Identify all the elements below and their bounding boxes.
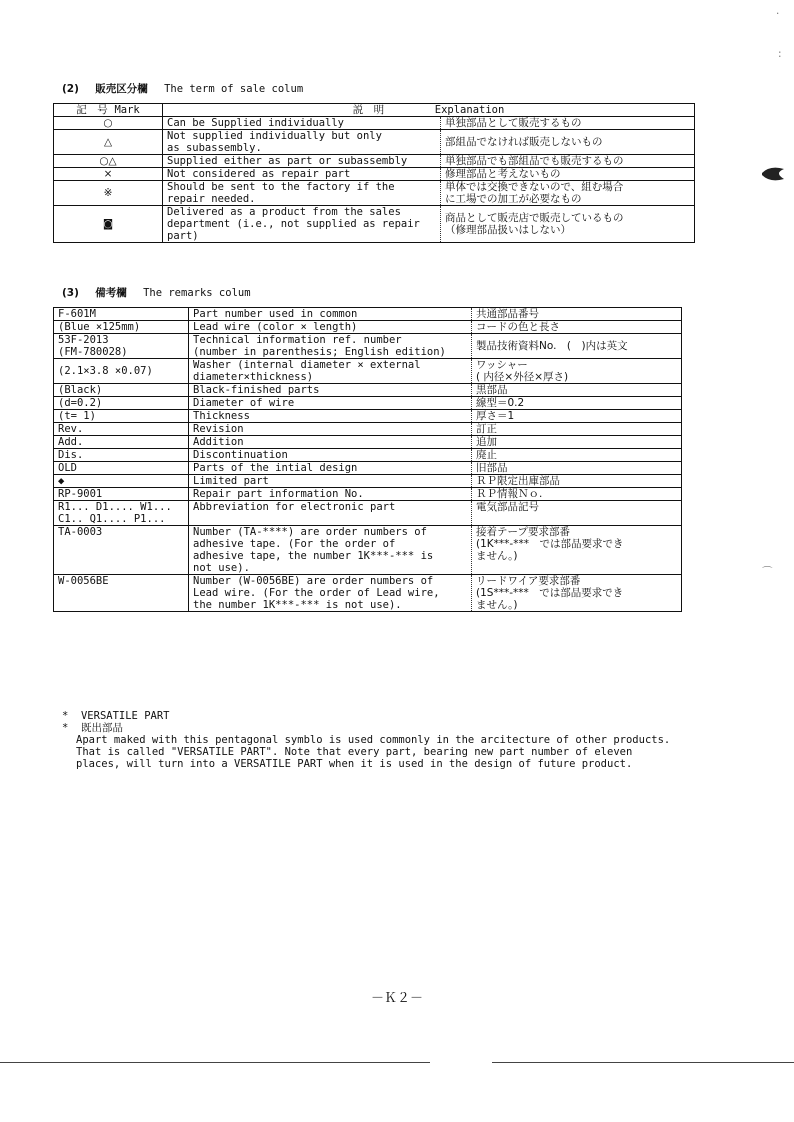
- remark-jp-line: ません。): [476, 550, 518, 562]
- remark-code-line: 53F-2013: [58, 334, 109, 346]
- remark-en: [189, 397, 472, 410]
- remark-code-line: (d=0.2): [58, 397, 103, 409]
- remark-jp: [472, 359, 682, 384]
- explanation-jp: [441, 168, 695, 181]
- remark-en-line: Diameter of wire: [193, 397, 295, 409]
- remark-code-line: W-0056BE: [58, 575, 109, 587]
- table-row: [54, 575, 682, 612]
- explanation-en-line: Not supplied individually but only: [167, 130, 382, 142]
- remark-code-line: OLD: [58, 462, 77, 474]
- explanation-jp-line: 単体では交換できないので、組む場合: [445, 181, 624, 193]
- versatile-part-note: [62, 710, 742, 770]
- explanation-jp-line: 単独部品でも部組品でも販売するもの: [445, 155, 624, 167]
- explanation-jp-line: （修理部品扱いはしない）: [445, 224, 571, 236]
- remark-code-line: R1... D1.... W1...: [58, 501, 172, 513]
- remark-code-line: C1.. Q1.... P1...: [58, 513, 166, 525]
- note-line: That is called "VERSATILE PART". Note that every part, bearing new part number of eleven: [76, 746, 633, 758]
- remark-en-line: Repair part information No.: [193, 488, 364, 500]
- section3-number: (3): [62, 287, 79, 299]
- remark-en: [189, 423, 472, 436]
- remark-en-line: adhesive tape. (For the order of: [193, 538, 396, 550]
- remark-jp-line: 電気部品記号: [476, 501, 539, 513]
- remark-code-line: (Black): [58, 384, 103, 396]
- remark-jp-line: 訂正: [476, 423, 497, 435]
- table-row: [54, 181, 695, 206]
- table-row: [54, 334, 682, 359]
- remark-en: [189, 308, 472, 321]
- remark-code: [54, 575, 189, 612]
- remark-jp-line: ワッシャー: [476, 359, 528, 371]
- remark-en: [189, 462, 472, 475]
- remark-jp: [472, 575, 682, 612]
- scan-mark: ·: [776, 8, 780, 20]
- remarks-table: [53, 307, 682, 612]
- remark-code-line: Add.: [58, 436, 84, 448]
- explanation-en: [163, 181, 441, 206]
- remark-en: [189, 410, 472, 423]
- remark-jp: [472, 526, 682, 575]
- mark-symbol: ※: [54, 181, 163, 206]
- section2-title-en: The term of sale colum: [164, 83, 304, 95]
- remark-en: [189, 334, 472, 359]
- explanation-en-line: Not considered as repair part: [167, 168, 351, 180]
- bottom-rule-right: [492, 1062, 794, 1063]
- explanation-en-line: Should be sent to the factory if the: [167, 181, 395, 193]
- remark-jp-line: 黒部品: [476, 384, 508, 396]
- remark-code-line: (FM-780028): [58, 346, 128, 358]
- remark-code: [54, 410, 189, 423]
- table-row: [54, 501, 682, 526]
- explanation-jp-line: 修理部品と考えないもの: [445, 168, 561, 180]
- remark-en-line: the number 1K***-*** is not use).: [193, 599, 402, 611]
- table-row: [54, 321, 682, 334]
- remark-code: [54, 321, 189, 334]
- header-explanation: 説 明 Explanation: [163, 104, 695, 117]
- remark-en: [189, 501, 472, 526]
- explanation-en: [163, 206, 441, 243]
- remark-en-line: Washer (internal diameter × external: [193, 359, 421, 371]
- table-row: [54, 117, 695, 130]
- remark-code-line: Dis.: [58, 449, 84, 461]
- remark-code: [54, 308, 189, 321]
- table-row: [54, 359, 682, 384]
- remark-jp: [472, 423, 682, 436]
- explanation-en: [163, 117, 441, 130]
- remark-code: [54, 449, 189, 462]
- remark-en: [189, 436, 472, 449]
- bottom-rule-left: [0, 1062, 430, 1063]
- remark-en-line: Lead wire (color × length): [193, 321, 358, 333]
- remark-jp-line: ません。): [476, 599, 518, 611]
- note-body: [76, 734, 742, 770]
- remark-en-line: not use).: [193, 562, 250, 574]
- table-row: [54, 488, 682, 501]
- remark-en: [189, 488, 472, 501]
- remark-jp: [472, 410, 682, 423]
- remark-jp: [472, 308, 682, 321]
- explanation-jp-line: 商品として販売店で販売しているもの: [445, 212, 624, 224]
- remark-jp: [472, 321, 682, 334]
- remark-en-line: Parts of the intial design: [193, 462, 358, 474]
- remark-en: [189, 321, 472, 334]
- remark-jp: [472, 397, 682, 410]
- explanation-en-line: Can be Supplied individually: [167, 117, 345, 129]
- remark-code-line: (t= 1): [58, 410, 96, 422]
- remark-jp-line: 接着テープ要求部番: [476, 526, 570, 538]
- section2-heading: [62, 83, 303, 95]
- remark-code: [54, 423, 189, 436]
- remark-jp: [472, 449, 682, 462]
- remark-code: [54, 501, 189, 526]
- explanation-jp: [441, 206, 695, 243]
- remark-code: [54, 488, 189, 501]
- remark-en-line: adhesive tape, the number 1K***-*** is: [193, 550, 434, 562]
- remark-jp-line: ＲＰ限定出庫部品: [476, 475, 560, 487]
- remark-en-line: Number (W-0056BE) are order numbers of: [193, 575, 434, 587]
- remark-jp-line: 旧部品: [476, 462, 508, 474]
- mark-symbol: ◙: [54, 206, 163, 243]
- remark-jp: [472, 462, 682, 475]
- remark-jp-line: 廃止: [476, 449, 497, 461]
- remark-en-line: diameter×thickness): [193, 371, 314, 383]
- scan-mark: ⌒: [762, 566, 773, 578]
- remark-code: [54, 526, 189, 575]
- explanation-jp: [441, 181, 695, 206]
- explanation-jp-line: に工場での加工が必要なもの: [445, 193, 582, 205]
- remark-code-line: F-601M: [58, 308, 96, 320]
- remark-code-line: (2.1×3.8 ×0.07): [58, 365, 153, 377]
- remark-jp-line: ＲＰ情報Ｎｏ.: [476, 488, 543, 500]
- remark-code: [54, 359, 189, 384]
- remark-code: [54, 334, 189, 359]
- remark-jp-line: 追加: [476, 436, 497, 448]
- table-row: [54, 410, 682, 423]
- note-star: *: [62, 710, 69, 722]
- mark-symbol: ×: [54, 168, 163, 181]
- remark-jp-line: 厚さ＝1: [476, 410, 515, 422]
- remark-en: [189, 449, 472, 462]
- remark-jp: [472, 384, 682, 397]
- scan-mark: :: [778, 48, 782, 60]
- remark-en-line: Lead wire. (For the order of Lead wire,: [193, 587, 440, 599]
- remark-en-line: Technical information ref. number: [193, 334, 402, 346]
- remark-en-line: Number (TA-****) are order numbers of: [193, 526, 427, 538]
- mark-symbol: △: [54, 130, 163, 155]
- remark-en-line: Addition: [193, 436, 244, 448]
- explanation-en: [163, 130, 441, 155]
- table-row: [54, 384, 682, 397]
- explanation-en-line: Supplied either as part or subassembly: [167, 155, 408, 167]
- remark-en-line: Thickness: [193, 410, 250, 422]
- remark-code: [54, 462, 189, 475]
- explanation-jp: [441, 117, 695, 130]
- explanation-jp: [441, 155, 695, 168]
- table-row: [54, 526, 682, 575]
- table-row: [54, 168, 695, 181]
- remark-code-line: RP-9001: [58, 488, 103, 500]
- remark-en-line: Revision: [193, 423, 244, 435]
- remark-en-line: Discontinuation: [193, 449, 288, 461]
- remark-jp-line: リードワイア要求部番: [476, 575, 581, 587]
- remark-jp-line: ( 内径×外径×厚さ): [476, 371, 569, 383]
- remark-code: [54, 475, 189, 488]
- remark-jp: [472, 334, 682, 359]
- note-title-en: VERSATILE PART: [80, 710, 170, 722]
- remark-code: [54, 397, 189, 410]
- table-row: [54, 449, 682, 462]
- explanation-jp-line: 単独部品として販売するもの: [445, 117, 582, 129]
- section3-title-en: The remarks colum: [143, 287, 251, 299]
- table-row: [54, 475, 682, 488]
- remark-en: [189, 575, 472, 612]
- section3-heading: [62, 287, 251, 299]
- remark-en: [189, 359, 472, 384]
- explanation-jp-line: 部組品でなければ販売しないもの: [445, 136, 603, 148]
- remark-jp-line: 共通部品番号: [476, 308, 539, 320]
- remark-jp-line: (1K***-*** では部品要求でき: [476, 538, 624, 550]
- table-row: [54, 436, 682, 449]
- table-row: [54, 155, 695, 168]
- remark-en-line: Abbreviation for electronic part: [193, 501, 396, 513]
- table-row: [54, 397, 682, 410]
- explanation-en-line: part): [167, 230, 199, 242]
- remark-jp-line: (1S***-*** では部品要求でき: [476, 587, 624, 599]
- section2-title-jp: 販売区分欄: [95, 83, 148, 95]
- table-row: [54, 206, 695, 243]
- explanation-en-line: Delivered as a product from the sales: [167, 206, 401, 218]
- table-row: [54, 130, 695, 155]
- remark-en-line: Part number used in common: [193, 308, 358, 320]
- table-row: [54, 462, 682, 475]
- section2-number: (2): [62, 83, 79, 95]
- remark-jp-line: 線型＝0.2: [476, 397, 525, 409]
- mark-symbol: ○△: [54, 155, 163, 168]
- note-title-jp: 既出部品: [80, 722, 123, 734]
- page-number: －Ｋ２－: [370, 991, 423, 1006]
- remark-en: [189, 384, 472, 397]
- explanation-en-line: repair needed.: [167, 193, 256, 205]
- explanation-en-line: as subassembly.: [167, 142, 262, 154]
- remark-en: [189, 526, 472, 575]
- remark-code-line: TA-0003: [58, 526, 103, 538]
- section3-title-jp: 備考欄: [95, 287, 127, 299]
- explanation-jp: [441, 130, 695, 155]
- explanation-en-line: department (i.e., not supplied as repair: [167, 218, 420, 230]
- remark-jp-line: 製品技術資料No. ( )内は英文: [476, 340, 628, 352]
- explanation-en: [163, 168, 441, 181]
- table-row: [54, 308, 682, 321]
- remark-jp-line: コードの色と長さ: [476, 321, 560, 333]
- sale-term-table: [53, 103, 695, 243]
- binder-hole-mark: [760, 163, 786, 185]
- remark-code: [54, 436, 189, 449]
- remark-en-line: Limited part: [193, 475, 269, 487]
- remark-jp: [472, 475, 682, 488]
- remark-code-line: Rev.: [58, 423, 84, 435]
- remark-code-line: ◆: [58, 475, 65, 487]
- note-line: Apart maked with this pentagonal symblo is used commonly in the arcitecture of other products.: [76, 734, 671, 746]
- note-star: *: [62, 722, 69, 734]
- remark-en-line: Black-finished parts: [193, 384, 320, 396]
- remark-en-line: (number in parenthesis; English edition): [193, 346, 446, 358]
- remark-en: [189, 475, 472, 488]
- mark-symbol: ○: [54, 117, 163, 130]
- remark-jp: [472, 488, 682, 501]
- remark-jp: [472, 436, 682, 449]
- remark-code: [54, 384, 189, 397]
- table-row: [54, 423, 682, 436]
- remark-jp: [472, 501, 682, 526]
- explanation-en: [163, 155, 441, 168]
- remark-code-line: (Blue ×125mm): [58, 321, 141, 333]
- header-mark: 記 号 Mark: [54, 104, 163, 117]
- note-line: places, will turn into a VERSATILE PART when it is used in the design of future product.: [76, 758, 633, 770]
